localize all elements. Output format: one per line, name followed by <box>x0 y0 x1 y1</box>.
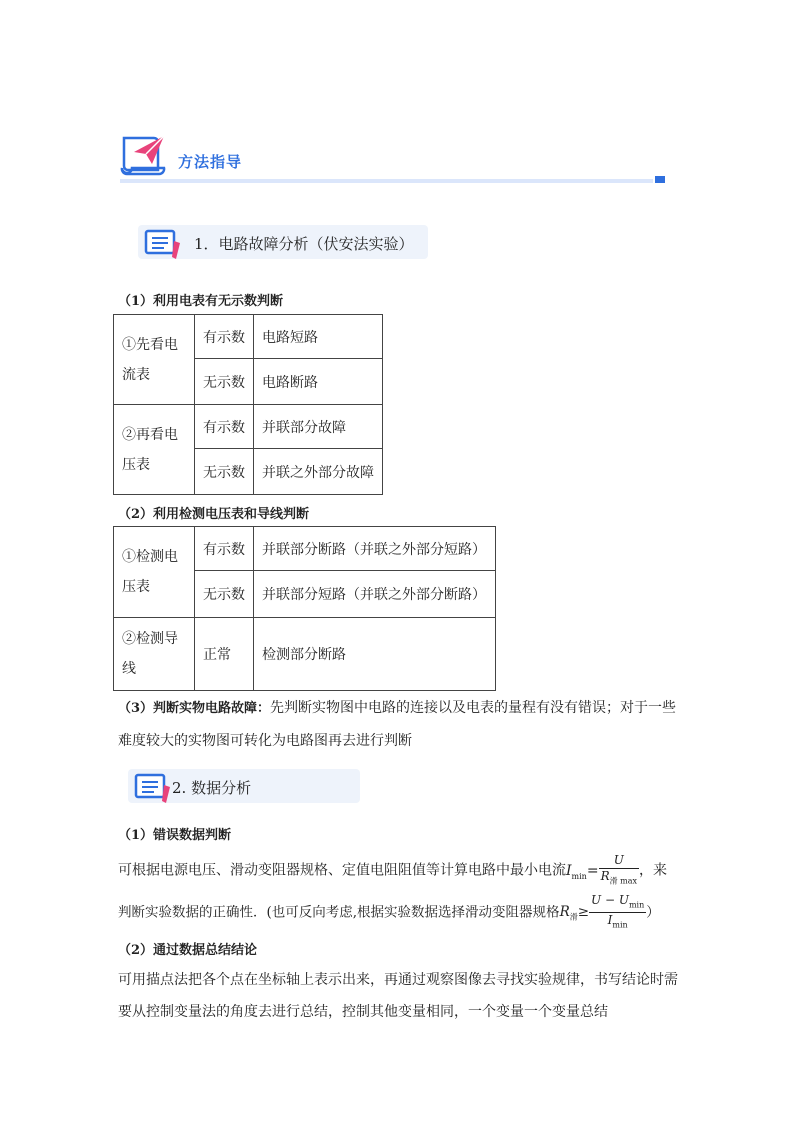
formula-var: U − U <box>591 893 629 907</box>
table-row <box>114 527 496 571</box>
section-header-2 <box>128 769 360 803</box>
section-header-1 <box>138 225 428 259</box>
paragraph-error-data-line1 <box>118 853 688 893</box>
formula-var: I <box>607 913 613 928</box>
detector-table <box>113 526 496 691</box>
page-title: 方法指导 <box>178 153 243 171</box>
subheading-1-2: （2）利用检测电压表和导线判断 <box>118 507 310 522</box>
table-cell-result: 并联部分断路（并联之外部分短路） <box>254 527 496 571</box>
paragraph-body: 先判断实物图中电路的连接以及电表的量程有没有错误；对于一些难度较大的实物图可转化为电路图再去进行判断 <box>118 700 677 749</box>
subheading-2-1: （1）错误数据判断 <box>118 828 232 843</box>
rheostat-formula <box>559 893 647 930</box>
formula-op: = <box>586 862 599 879</box>
table-cell-result: 并联部分短路（并联之外部分断路） <box>254 571 496 618</box>
formula-fraction <box>599 853 639 888</box>
formula-sub: min <box>571 871 587 881</box>
formula-var: R <box>559 904 570 921</box>
paragraph-text: ，来 <box>639 862 668 879</box>
table-cell-state: 有示数 <box>195 527 254 571</box>
table-cell-group: ②检测导线 <box>114 618 195 691</box>
table-cell-state: 有示数 <box>195 405 254 449</box>
formula-sub: min <box>628 900 645 910</box>
formula-fraction <box>589 893 646 933</box>
min-current-formula <box>566 853 639 886</box>
fraction-numerator: U <box>599 853 639 869</box>
table-row <box>114 315 383 359</box>
notepad-pencil-icon <box>144 229 186 261</box>
header-marker <box>655 176 665 183</box>
paragraph-text: ） <box>646 904 660 921</box>
table-cell-group: ②再看电压表 <box>114 405 195 495</box>
ammeter-voltmeter-table <box>113 314 383 495</box>
table-cell-result: 并联之外部分故障 <box>254 449 383 495</box>
table-cell-state: 无示数 <box>195 449 254 495</box>
subheading-2-2: （2）通过数据总结结论 <box>118 943 258 958</box>
table-cell-result: 电路断路 <box>254 359 383 405</box>
paper-plane-scroll-icon <box>118 132 170 180</box>
paragraph-circuit-fault <box>118 692 680 757</box>
paragraph-conclusion: 可用描点法把各个点在坐标轴上表示出来，再通过观察图像去寻找实验规律，书写结论时需要从控制变量法的角度去进行总结，控制其他变量相同，一个变量一个变量总结 <box>118 972 678 1020</box>
paragraph-lead: （3）判断实物电路故障： <box>118 701 271 716</box>
formula-var: R <box>600 869 610 883</box>
fraction-denominator <box>589 913 646 932</box>
fraction-denominator <box>599 869 639 888</box>
table-row <box>114 405 383 449</box>
table-cell-result: 电路短路 <box>254 315 383 359</box>
header-divider <box>120 179 653 183</box>
subheading-1-1: （1）利用电表有无示数判断 <box>118 294 284 309</box>
table-cell-result: 检测部分断路 <box>254 618 496 691</box>
table-cell-result: 并联部分故障 <box>254 405 383 449</box>
table-cell-group: ①先看电流表 <box>114 315 195 405</box>
table-cell-group: ①检测电压表 <box>114 527 195 618</box>
formula-sub: 滑 <box>569 913 578 923</box>
table-cell-state: 无示数 <box>195 571 254 618</box>
section-title-2: 2. 数据分析 <box>172 779 252 797</box>
formula-op: ≥ <box>577 904 590 921</box>
paragraph-error-data-line2 <box>118 893 688 934</box>
table-cell-state: 无示数 <box>195 359 254 405</box>
table-cell-state: 有示数 <box>195 315 254 359</box>
formula-sub: min <box>612 920 628 930</box>
paragraph-text: 可根据电源电压、滑动变阻器规格、定值电阻阻值等计算电路中最小电流 <box>118 862 566 879</box>
formula-sub: 滑 max <box>609 876 638 886</box>
section-title-1: 1．电路故障分析（伏安法实验） <box>194 235 414 253</box>
paragraph-text: 判断实验数据的正确性．(也可反向考虑,根据实验数据选择滑动变阻器规格 <box>118 904 560 921</box>
table-cell-state: 正常 <box>195 618 254 691</box>
notepad-pencil-icon <box>134 773 176 805</box>
table-row <box>114 618 496 691</box>
formula-var: I <box>566 862 572 879</box>
fraction-numerator <box>589 893 646 913</box>
